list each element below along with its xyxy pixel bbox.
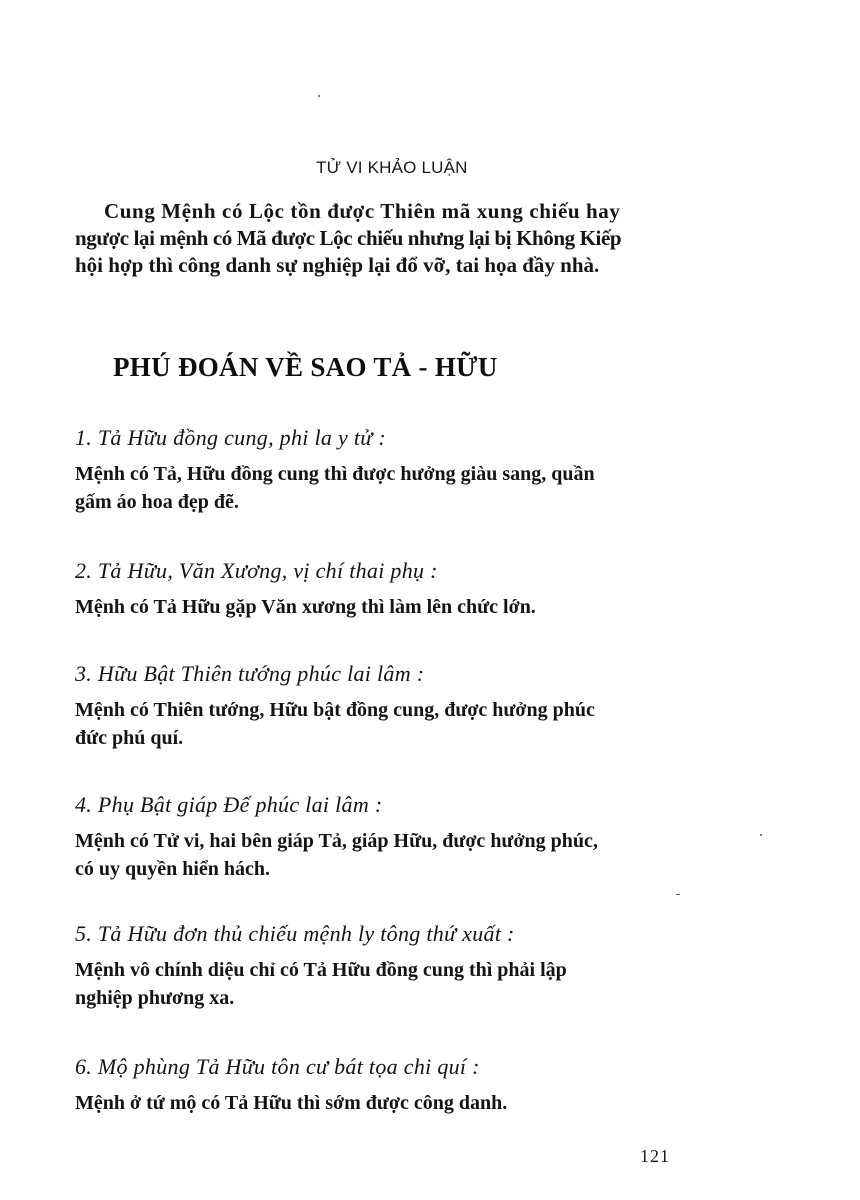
- scan-speck: [676, 894, 680, 895]
- verse-heading: 5. Tả Hữu đơn thủ chiếu mệnh ly tông thứ xuất :: [75, 921, 515, 946]
- explanation-line: đức phú quí.: [75, 727, 184, 749]
- explanation-line: Mệnh có Tả Hữu gặp Văn xương thì làm lên chức lớn.: [75, 596, 536, 618]
- verse-explanation: [75, 1089, 735, 1117]
- verse-heading: 4. Phụ Bật giáp Đế phúc lai lâm :: [75, 792, 383, 817]
- intro-line: ngược lại mệnh có Mã được Lộc chiếu nhưng lại bị Không Kiếp: [75, 226, 622, 250]
- verse-item-4: [75, 791, 735, 883]
- verse-item-3: [75, 660, 735, 752]
- verse-item-6: [75, 1053, 735, 1117]
- page-number: 121: [640, 1146, 670, 1166]
- verse-heading: 3. Hữu Bật Thiên tướng phúc lai lâm :: [75, 661, 425, 686]
- explanation-line: Mệnh có Tả, Hữu đồng cung thì được hưởng giàu sang, quần: [75, 463, 595, 485]
- explanation-line: Mệnh ở tứ mộ có Tả Hữu thì sớm được công danh.: [75, 1092, 508, 1114]
- explanation-line: Mệnh vô chính diệu chỉ có Tả Hữu đồng cung thì phải lập: [75, 959, 567, 981]
- section-title: PHÚ ĐOÁN VỀ SAO TẢ - HỮU: [113, 352, 498, 382]
- verse-explanation: [75, 696, 735, 752]
- verse-heading: 2. Tả Hữu, Văn Xương, vị chí thai phụ :: [75, 558, 438, 583]
- explanation-line: Mệnh có Thiên tướng, Hữu bật đồng cung, được hưởng phúc: [75, 699, 595, 721]
- explanation-line: nghiệp phương xa.: [75, 987, 235, 1009]
- verse-explanation: [75, 593, 735, 621]
- intro-line: hội hợp thì công danh sự nghiệp lại đổ vỡ, tai họa đầy nhà.: [75, 253, 600, 277]
- scan-speck: [318, 95, 320, 97]
- scan-speck: [760, 834, 762, 836]
- verse-explanation: [75, 827, 735, 883]
- intro-paragraph: [75, 198, 725, 279]
- verse-item-2: [75, 557, 735, 621]
- running-header: TỬ VI KHẢO LUẬN: [316, 158, 468, 177]
- verse-item-1: [75, 424, 735, 516]
- explanation-line: gấm áo hoa đẹp đẽ.: [75, 491, 239, 513]
- explanation-line: có uy quyền hiển hách.: [75, 858, 271, 880]
- verse-explanation: [75, 460, 735, 516]
- verse-item-5: [75, 920, 735, 1012]
- intro-line: Cung Mệnh có Lộc tồn được Thiên mã xung chiếu hay: [104, 199, 621, 223]
- verse-heading: 1. Tả Hữu đồng cung, phi la y tử :: [75, 425, 387, 450]
- explanation-line: Mệnh có Tử vi, hai bên giáp Tả, giáp Hữu, được hưởng phúc,: [75, 830, 598, 852]
- verse-explanation: [75, 956, 735, 1012]
- verse-heading: 6. Mộ phùng Tả Hữu tôn cư bát tọa chi quí :: [75, 1054, 480, 1079]
